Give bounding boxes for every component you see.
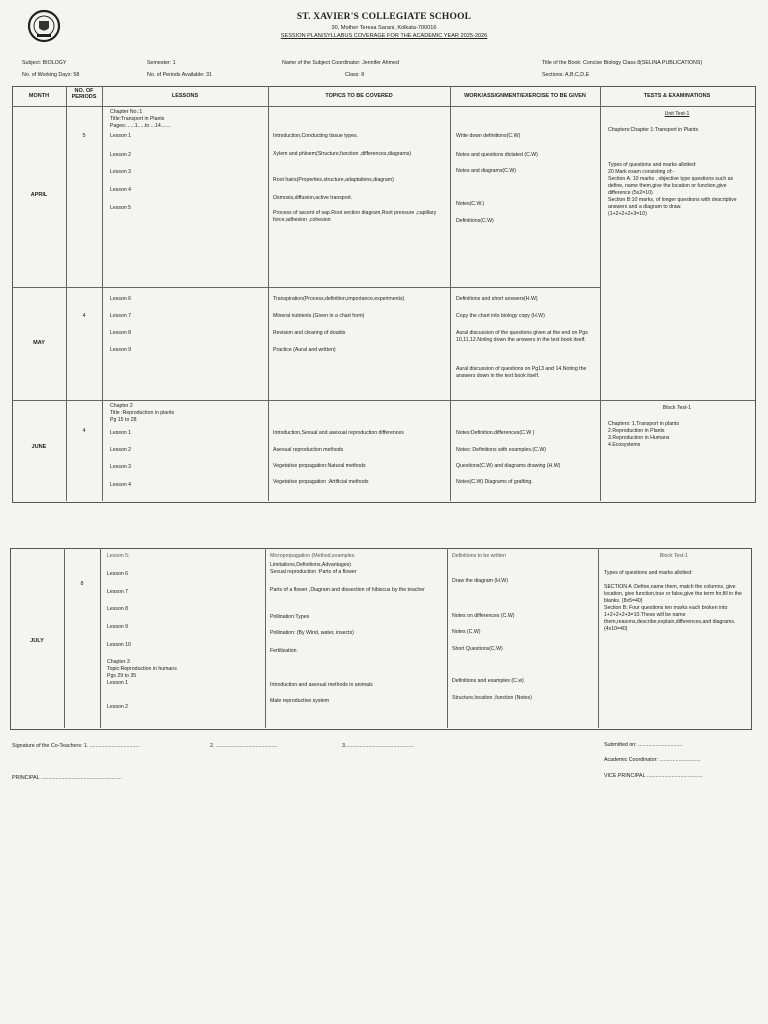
header-topics: TOPICS TO BE COVERED [325,93,393,99]
month-april: APRIL [30,192,48,198]
header-lessons: LESSONS [171,93,199,99]
topic-item: Introduction and asexual methods in animals [270,682,373,688]
topic-item: Vegetative propagation:Natural methods [273,463,366,469]
topic-item: Introduction,Sexual and asexual reproduction differences [273,430,404,436]
book-title-label: Title of the Book: Concise Biology Class 8(SELINA PUBLICATIONS) [542,60,703,66]
lesson-item: Lesson 2 [110,447,132,453]
topic-item: Limitations,Definitions,Advantages) Sexual reproduction :Parts of a flower [270,562,357,576]
session-title: SESSION PLAN/SYLLABUS COVERAGE FOR THE ACADEMIC YEAR 2025-2026 [280,33,488,39]
work-item: Notes (C.W) [452,629,481,635]
work-item: Write down definitions(C.W) [456,133,521,139]
work-item: Notes and diagrams(C.W) [456,168,516,174]
lesson-item: Lesson 7 [107,589,129,595]
unit-test-1-chapters: Chapters:Chapter 1:Transport in Plants [608,127,699,133]
lesson-item: Lesson 2 [107,704,129,710]
working-days-label: No. of Working Days: 58 [22,72,80,78]
topic-item: Process of ascent of sap.Root section diagram,Root pressure ,capillary force,adhesion ,cohesion [273,210,437,224]
coteacher-2-signature: 2. .......................................... [210,743,278,749]
header-month: MONTH [28,93,50,99]
work-cut-off: Definitions to be written [452,553,506,559]
work-item: Aural discussion of the questions given at the end on Pgs 10,11,12.Noting down the answers in the text book itself. [456,330,588,344]
periods-may: 4 [82,313,86,319]
coordinator-label: Name of the Subject Coordinator: Jennifer Ahmed [282,60,399,66]
lesson-item: Lesson 4 [110,187,132,193]
block-test-1-title: Block Test-1 [662,405,692,411]
topic-item: Practice (Aural and written) [273,347,336,353]
periods-july: 8 [80,581,84,587]
month-may: MAY [33,340,45,346]
semester-label: Semester: 1 [147,60,176,66]
work-item: Copy the chart into biology copy (H.W) [456,313,545,319]
submitted-on: Submitted on: .............................. [604,742,683,748]
subject-label: Subject: BIOLOGY [22,60,67,66]
topic-item: Vegetative propagation :Artificial methods [273,479,369,485]
sections-label: Sections: A,B,C,D,E [542,72,590,78]
topic-item: Fertilization [270,648,297,654]
block-test-cut-off: Block Test-1 [659,553,689,559]
work-item: Notes and questions dictated (C.W) [456,152,538,158]
work-item: Definitions(C.W) [456,218,494,224]
topic-cut-off: Micropropagation (Method,examples. [270,553,356,559]
lesson-item: Lesson 5 [110,205,132,211]
lesson-item: Lesson 3 [110,464,132,470]
topic-item: Osmosis,diffusion,active transport. [273,195,353,201]
topic-item: Pollination: (By Wind, water, insects) [270,630,354,636]
lesson-item: Lesson 2 [110,152,132,158]
work-item: Structure,location ,function (Notes) [452,695,532,701]
coteacher-3-signature: 3............................................... [342,743,415,749]
topic-item: Introduction,Conducting tissue types. [273,133,359,139]
lesson-item: Lesson 3 [110,169,132,175]
lesson-item: Lesson 8 [110,330,132,336]
topic-item: Xylem and phloem(Structure,function ,differences,diagrams) [273,151,412,157]
lesson-item: Lesson 7 [110,313,132,319]
header-periods: NO. OF PERIODS [71,88,97,100]
work-item: Aural discussion of questions on Pg13 and 14.Noting the answers down in the text book itself. [456,366,587,380]
work-item: Notes: Definitions with examples.(C.W) [456,447,546,453]
work-item: Short Questions(C.W) [452,646,503,652]
work-item: Notes(C.W) Diagrams of grafting. [456,479,533,485]
lesson-item: Lesson 6 [107,571,129,577]
class-label: Class: 8 [345,72,365,78]
work-item: Notes on differences (C.W) [452,613,515,619]
header-tests: TESTS & EXAMINATIONS [643,93,711,99]
unit-test-1-marks: Types of questions and marks allotted: 20 Mark exam consisting of:- Section A: 10 marks , objective type questions such as define, name them,give the location or function,give difference (5x2=10) Section B:10 marks, of longer questions with descriptive answers and a diagram to draw. (1+2+2+2+3=10) [608,162,737,218]
chapter-2-info: Chapter 2 Title :Reproduction in plants Pg 15 to 28 [110,403,175,424]
lesson-item: Lesson 8 [107,606,129,612]
topic-item: Mineral nutrients.(Given in a chart form) [273,313,365,319]
unit-test-1-title: Unit Test-1 [664,111,690,117]
periods-june: 4 [82,428,86,434]
chapter-3-info: Chapter 3 Topic:Reproduction in humans Pgs 29 to 35 Lesson 1 [107,659,177,687]
school-name: ST. XAVIER'S COLLEGIATE SCHOOL [296,12,472,22]
lesson-cut-off: Lesson 5: [107,553,130,559]
vice-principal-signature: VICE PRINCIPAL ...................................... [604,773,703,779]
work-item: Draw the diagram (H.W) [452,578,508,584]
work-item: Definitions and short answers(H.W) [456,296,538,302]
chapter-1-info: Chapter No.:1 Title:Transport in Plants Pages:......1.....to ...14....... [110,109,171,130]
work-item: Definitions and examples (C.w) [452,678,524,684]
work-item: Notes(C.W.) [456,201,485,207]
lesson-item: Lesson 4 [110,482,132,488]
work-item: Questions(C.W) and diagrams drawing (H.W) [456,463,561,469]
topic-item: Pollination:Types [270,614,310,620]
lesson-item: Lesson 9 [107,624,129,630]
month-june: JUNE [31,444,47,450]
principal-signature: PRINCIPAL ....................................................... [12,775,122,781]
school-address: 30, Mother Teresa Sarani, Kolkata-700016 [331,25,437,31]
periods-april: 5 [82,133,86,139]
month-july: JULY [30,638,44,644]
block-test-1-chapters: Chapters: 1.Transport in plants 2.Reproduction in Plants 3.Reproduction in Humans 4.Ecosystems [608,421,680,449]
periods-available-label: No. of Periods Available: 31 [147,72,212,78]
topic-item: Asexual reproduction methods [273,447,344,453]
topic-item: Parts of a flower ,Diagram and dissection of hibiscus by the teacher [270,587,425,593]
topic-item: Revision and clearing of doubts [273,330,346,336]
topic-item: Male reproductive system [270,698,330,704]
lesson-item: Lesson 10 [107,642,131,648]
lesson-item: Lesson 9 [110,347,132,353]
topic-item: Root hairs(Properties,structure,adaptations,diagram) [273,177,394,183]
lesson-item: Lesson 1 [110,430,132,436]
lesson-item: Lesson 1 [110,133,132,139]
academic-coordinator-signature: Academic Coordinator: ............................ [604,757,701,763]
header-work: WORK/ASSIGNMENT/EXERCISE TO BE GIVEN [464,93,586,99]
topic-item: Transpiration(Process,definition,importance,experiments) [273,296,405,302]
coteachers-signature: Signature of the Co-Teachers: 1. .................................. [12,743,140,749]
block-test-marks: Types of questions and marks allotted: SECTION A :Define,name them, match the columns, give location, give function,true or false,give the term for,fill in the blanks. (8x5=40) Section B; Four questions ten marks each broken into 1+2+2+2+3=10.These will be name them,reasons,describe,explain,differences,and diagrams.(4x10=40) [604,570,742,633]
work-item: Notes:Definition.differences(C.W ) [456,430,535,436]
lesson-item: Lesson 6 [110,296,132,302]
